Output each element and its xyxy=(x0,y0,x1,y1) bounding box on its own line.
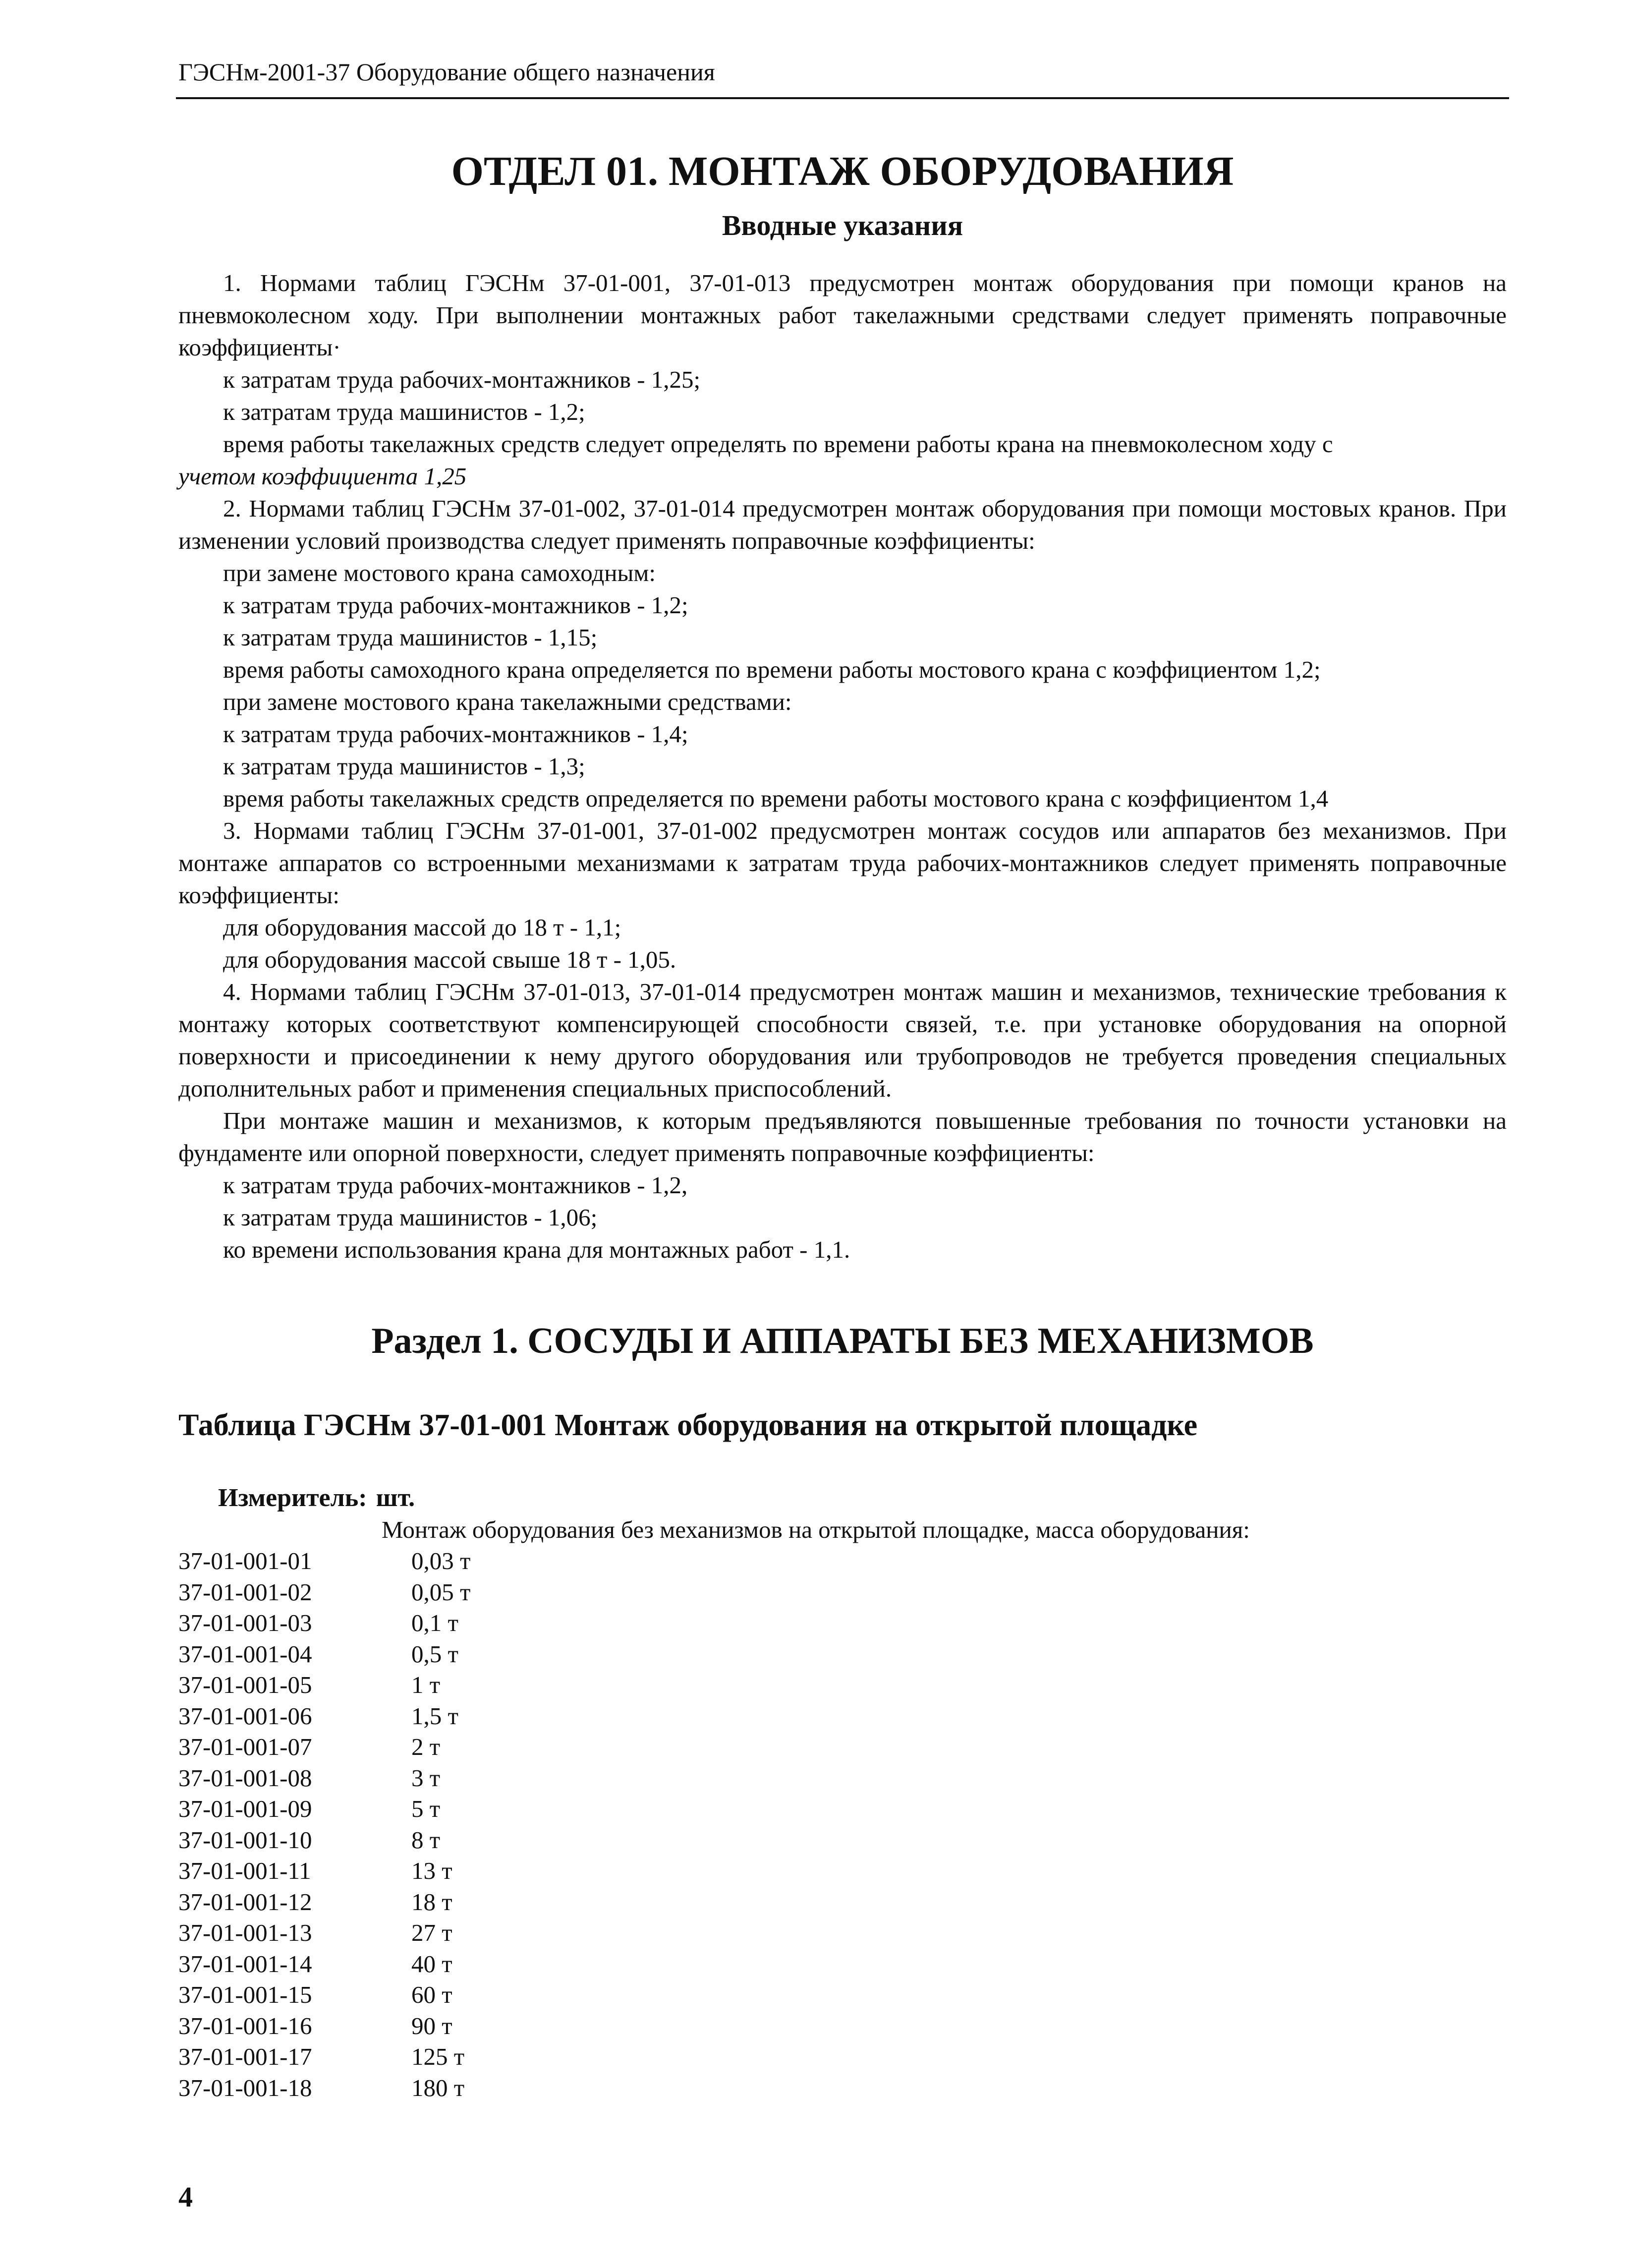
section-subtitle: Вводные указания xyxy=(722,209,963,242)
norm-code: 37-01-001-18 xyxy=(178,2074,312,2101)
norm-code: 37-01-001-05 xyxy=(178,1671,312,1699)
equipment-mass: 0,5 т xyxy=(411,1640,458,1668)
paragraph: 4. Нормами таблиц ГЭСНм 37-01-013, 37-01-014 предусмотрен монтаж машин и механизмов, технические требования к монтажу которых соответствуют компенсирующей способности связей, т.е. при установке оборудования на опорной поверхности и присоединении к нему другого оборудования или трубопроводов не требуется проведения специальных дополнительных работ и применения специальных приспособлений. xyxy=(178,978,1507,1102)
paragraph: к затратам труда рабочих-монтажников - 1,25; xyxy=(223,365,701,393)
norm-code: 37-01-001-16 xyxy=(178,2012,312,2039)
equipment-mass: 3 т xyxy=(411,1764,441,1792)
table-row xyxy=(178,1670,1507,1701)
table-row xyxy=(178,1918,1507,1949)
paragraph: время работы такелажных средств следует определять по времени работы крана на пневмоколесном ходу с xyxy=(223,430,1333,458)
meter-line xyxy=(218,1482,1507,1514)
norm-code: 37-01-001-03 xyxy=(178,1609,312,1637)
equipment-mass: 8 т xyxy=(411,1826,441,1854)
norm-code: 37-01-001-04 xyxy=(178,1640,312,1668)
equipment-mass: 1 т xyxy=(411,1671,441,1699)
paragraph: время работы самоходного крана определяется по времени работы мостового крана с коэффициентом 1,2; xyxy=(223,655,1321,683)
norm-table-rows xyxy=(178,1546,1507,2103)
equipment-mass: 180 т xyxy=(411,2074,465,2101)
table-row xyxy=(178,1608,1507,1639)
table-row xyxy=(178,1825,1507,1856)
table-row xyxy=(178,1794,1507,1825)
equipment-mass: 2 т xyxy=(411,1733,441,1761)
table-row xyxy=(178,1732,1507,1763)
table-row xyxy=(178,2041,1507,2073)
table-row xyxy=(178,1763,1507,1794)
norm-code: 37-01-001-02 xyxy=(178,1578,312,1606)
norm-code: 37-01-001-07 xyxy=(178,1733,312,1761)
equipment-mass: 0,03 т xyxy=(411,1547,471,1575)
paragraph: 3. Нормами таблиц ГЭСНм 37-01-001, 37-01-002 предусмотрен монтаж сосудов или аппаратов без механизмов. При монтаже аппаратов со встроенными механизмами к затратам труда рабочих-монтажников следует применять поправочные коэффициенты: xyxy=(178,816,1507,909)
paragraph: к затратам труда машинистов - 1,06; xyxy=(223,1203,598,1231)
header-rule xyxy=(176,97,1509,99)
paragraph: 1. Нормами таблиц ГЭСНм 37-01-001, 37-01-013 предусмотрен монтаж оборудования при помощи кранов на пневмоколесном ходу. При выполнении монтажных работ такелажными средствами следует применять поправочные коэффициенты· xyxy=(178,269,1507,361)
paragraph: учетом коэффициента 1,25 xyxy=(178,462,467,490)
equipment-mass: 90 т xyxy=(411,2012,452,2039)
paragraph: время работы такелажных средств определяется по времени работы мостового крана с коэффициентом 1,4 xyxy=(223,784,1329,812)
equipment-mass: 0,1 т xyxy=(411,1609,458,1637)
equipment-mass: 125 т xyxy=(411,2043,465,2071)
table-row xyxy=(178,2073,1507,2104)
paragraph: к затратам труда рабочих-монтажников - 1,4; xyxy=(223,720,688,748)
table-row xyxy=(178,1949,1507,1980)
instructions-body xyxy=(178,267,1507,1266)
equipment-mass: 13 т xyxy=(411,1857,452,1885)
paragraph: при замене мостового крана самоходным: xyxy=(223,559,656,586)
paragraph: ко времени использования крана для монтажных работ - 1,1. xyxy=(223,1235,850,1263)
meter-label: Измеритель: xyxy=(218,1484,367,1512)
equipment-mass: 1,5 т xyxy=(411,1702,458,1730)
norm-code: 37-01-001-13 xyxy=(178,1919,312,1947)
norm-code: 37-01-001-10 xyxy=(178,1826,312,1854)
part-title: Раздел 1. СОСУДЫ И АППАРАТЫ БЕЗ МЕХАНИЗМОВ xyxy=(371,1320,1314,1361)
table-row xyxy=(178,1639,1507,1670)
table-row xyxy=(178,2011,1507,2042)
equipment-mass: 18 т xyxy=(411,1888,452,1916)
table-row xyxy=(178,1979,1507,2011)
paragraph: для оборудования массой до 18 т - 1,1; xyxy=(223,913,621,941)
page-content xyxy=(178,149,1507,2103)
paragraph: к затратам труда машинистов - 1,15; xyxy=(223,623,598,651)
norm-code: 37-01-001-12 xyxy=(178,1888,312,1916)
equipment-mass: 60 т xyxy=(411,1981,452,2009)
table-row xyxy=(178,1546,1507,1577)
table-row xyxy=(178,1887,1507,1918)
norm-code: 37-01-001-14 xyxy=(178,1950,312,1977)
equipment-mass: 5 т xyxy=(411,1795,441,1823)
norm-code: 37-01-001-17 xyxy=(178,2043,312,2071)
paragraph: к затратам труда машинистов - 1,3; xyxy=(223,752,585,780)
table-row xyxy=(178,1856,1507,1887)
paragraph: к затратам труда машинистов - 1,2; xyxy=(223,398,585,425)
norm-code: 37-01-001-01 xyxy=(178,1547,312,1575)
meter-value: шт. xyxy=(376,1484,415,1512)
equipment-mass: 0,05 т xyxy=(411,1578,471,1606)
paragraph: к затратам труда рабочих-монтажников - 1,2; xyxy=(223,591,688,619)
table-row xyxy=(178,1701,1507,1732)
table-title: Таблица ГЭСНм 37-01-001 Монтаж оборудования на открытой площадке xyxy=(178,1408,1198,1443)
norm-code: 37-01-001-08 xyxy=(178,1764,312,1792)
paragraph: при замене мостового крана такелажными средствами: xyxy=(223,688,792,715)
section-title: ОТДЕЛ 01. МОНТАЖ ОБОРУДОВАНИЯ xyxy=(451,148,1234,194)
table-row xyxy=(178,1577,1507,1608)
paragraph: 2. Нормами таблиц ГЭСНм 37-01-002, 37-01-014 предусмотрен монтаж оборудования при помощи мостовых кранов. При изменении условий производства следует применять поправочные коэффициенты: xyxy=(178,494,1507,554)
paragraph: к затратам труда рабочих-монтажников - 1,2, xyxy=(223,1171,688,1199)
running-header: ГЭСНм-2001-37 Оборудование общего назначения xyxy=(178,58,715,86)
norm-code: 37-01-001-06 xyxy=(178,1702,312,1730)
table-caption: Монтаж оборудования без механизмов на открытой площадке, масса оборудования: xyxy=(382,1516,1250,1544)
norm-code: 37-01-001-15 xyxy=(178,1981,312,2009)
norm-code: 37-01-001-11 xyxy=(178,1857,311,1885)
paragraph: При монтаже машин и механизмов, к которым предъявляются повышенные требования по точности установки на фундаменте или опорной поверхности, следует применять поправочные коэффициенты: xyxy=(178,1106,1507,1166)
equipment-mass: 40 т xyxy=(411,1950,452,1977)
equipment-mass: 27 т xyxy=(411,1919,452,1947)
paragraph: для оборудования массой свыше 18 т - 1,05. xyxy=(223,945,676,973)
page-number: 4 xyxy=(178,2181,193,2213)
norm-code: 37-01-001-09 xyxy=(178,1795,312,1823)
